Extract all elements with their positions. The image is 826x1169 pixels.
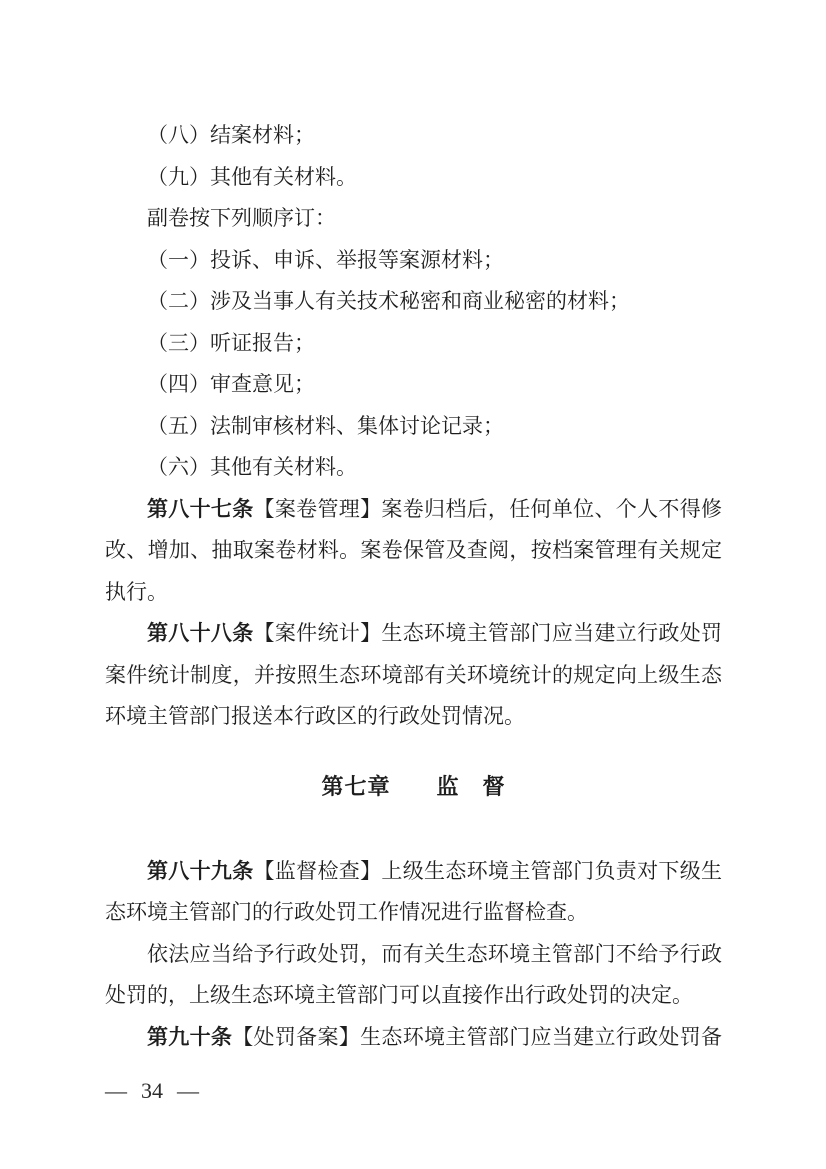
list-item: （八）结案材料； [147,123,315,147]
article-number: 第八十七条 [147,497,254,521]
list-item: （九）其他有关材料。 [147,164,357,189]
paragraph-line [105,851,722,893]
footer-dash-left: — [105,1078,127,1103]
paragraph-line: 处罚的，上级生态环境主管部门可以直接作出行政处罚的决定。 [105,983,693,1007]
list-item: （六）其他有关材料。 [147,455,357,479]
article-number: 第八十九条 [147,859,254,883]
list-item: （二）涉及当事人有关技术秘密和商业秘密的材料； [147,289,630,313]
article-number: 第八十八条 [147,622,254,645]
list-item: （五）法制审核材料、集体讨论记录； [147,413,504,438]
paragraph-text: 【案件统计】生态环境主管部门应当建立行政处罚 [253,621,723,645]
paragraph-line [105,613,722,655]
page-number: 34 [141,1078,163,1103]
list-item: （一）投诉、申诉、举报等案源材料； [147,247,504,272]
paragraph-line: 副卷按下列顺序订： [147,206,336,230]
page-footer [105,1078,199,1104]
paragraph-text: 【案卷管理】案卷归档后，任何单位、个人不得修 [253,496,723,521]
paragraph-line: 态环境主管部门的行政处罚工作情况进行监督检查。 [105,900,588,924]
paragraph-line: 案件统计制度，并按照生态环境部有关环境统计的规定向上级生态 [105,662,722,687]
paragraph-text: 【处罚备案】生态环境主管部门应当建立行政处罚备 [232,1024,723,1049]
paragraph-line [105,489,722,531]
article-number: 第九十条 [147,1025,233,1049]
paragraph-line: 执行。 [105,579,168,604]
chapter-heading: 第七章 监 督 [321,773,506,799]
paragraph-line [105,1017,722,1059]
paragraph-line: 环境主管部门报送本行政区的行政处罚情况。 [105,704,525,728]
paragraph-text: 【监督检查】上级生态环境主管部门负责对下级生 [253,858,723,883]
footer-dash-right: — [177,1078,199,1103]
list-item: （四）审查意见； [147,372,315,396]
list-item: （三）听证报告； [147,330,315,355]
paragraph-line: 依法应当给予行政处罚，而有关生态环境主管部门不给予行政 [147,941,722,966]
document-body [105,115,722,1058]
paragraph-line: 改、增加、抽取案卷材料。案卷保管及查阅，按档案管理有关规定 [105,538,722,562]
